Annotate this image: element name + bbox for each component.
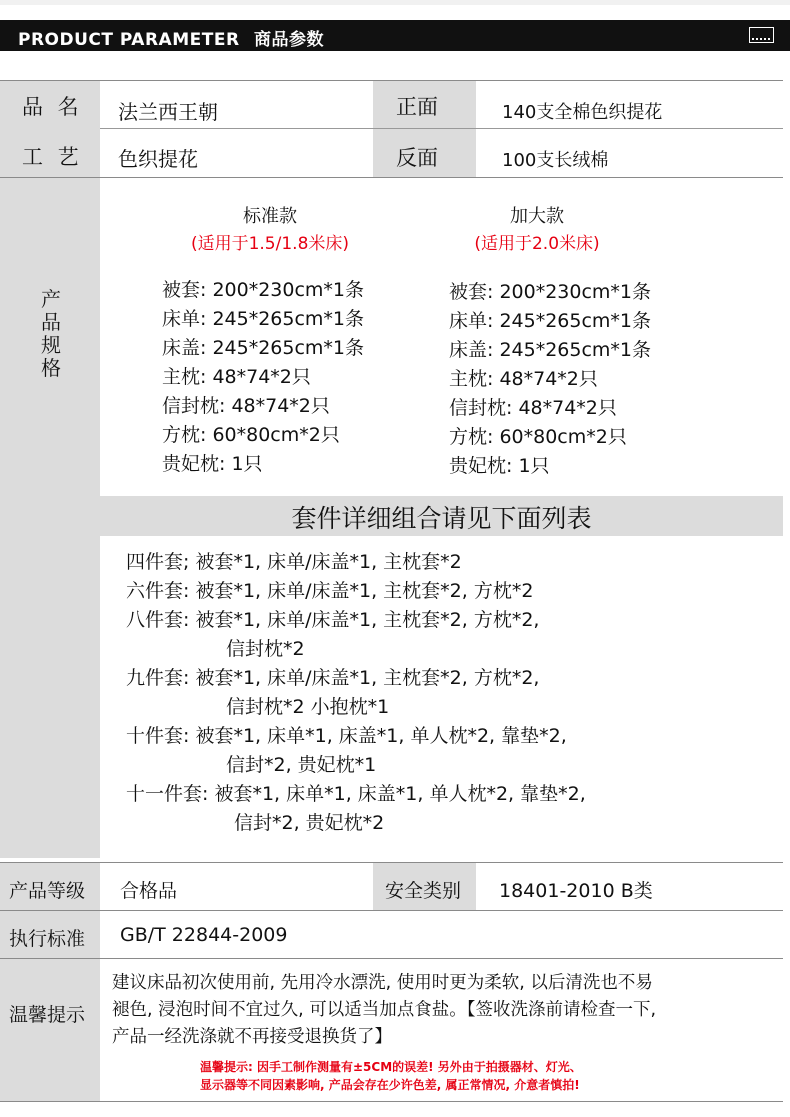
spec-item: 床盖: 245*265cm*1条 (162, 337, 365, 359)
header-title-cn: 商品参数 (253, 30, 324, 50)
spec-item: 主枕: 48*74*2只 (162, 366, 311, 388)
standard-label: 执行标准 (9, 928, 86, 950)
divider (0, 177, 783, 178)
grade-label: 产品等级 (9, 880, 86, 902)
craft-label: 工 艺 (22, 145, 83, 169)
large-spec-list (449, 278, 651, 481)
combo-line: 四件套; 被套*1, 床单/床盖*1, 主枕套*2 (126, 551, 462, 573)
tips-line: 产品一经洗涤就不再接受退换货了】 (112, 1027, 392, 1047)
combo-line: 信封*2, 贵妃枕*2 (234, 812, 385, 834)
spec-item: 信封枕: 48*74*2只 (162, 395, 330, 417)
spec-item: 主枕: 48*74*2只 (449, 368, 598, 390)
header-banner (0, 20, 790, 51)
safety-value: 18401-2010 B类 (499, 880, 653, 902)
spec-item: 床单: 245*265cm*1条 (449, 310, 652, 332)
large-note: (适用于2.0米床) (474, 234, 600, 254)
spec-item: 床盖: 245*265cm*1条 (449, 339, 652, 361)
standard-title: 标准款 (243, 206, 297, 227)
label-column (0, 178, 100, 858)
combo-list (126, 548, 586, 838)
tips-red-note (200, 1058, 582, 1094)
header-title-en: PRODUCT PARAMETER (18, 30, 240, 50)
back-value: 100支长绒棉 (502, 150, 609, 171)
combo-line: 八件套: 被套*1, 床单/床盖*1, 主枕套*2, 方枕*2, (126, 609, 540, 631)
tips-red-line: 温馨提示: 因手工制作测量有±5CM的误差! 另外由于拍摄器材、灯光、 (200, 1060, 582, 1074)
standard-value: GB/T 22844-2009 (120, 924, 288, 946)
standard-spec-list (162, 276, 364, 479)
large-title: 加大款 (510, 206, 564, 227)
spec-item: 被套: 200*230cm*1条 (162, 279, 365, 301)
combo-line: 六件套: 被套*1, 床单/床盖*1, 主枕套*2, 方枕*2 (126, 580, 534, 602)
front-label: 正面 (396, 95, 438, 119)
divider (0, 910, 783, 911)
spec-item: 方枕: 60*80cm*2只 (162, 424, 340, 446)
spec-item: 床单: 245*265cm*1条 (162, 308, 365, 330)
grade-value: 合格品 (120, 880, 178, 902)
spec-item: 信封枕: 48*74*2只 (449, 397, 617, 419)
specs-label: 产品规格 (41, 287, 61, 380)
tips-line: 褪色, 浸泡时间不宜过久, 可以适当加点食盐。【签收洗涤前请检查一下, (112, 1000, 657, 1020)
spec-item: 贵妃枕: 1只 (449, 455, 550, 477)
standard-note: (适用于1.5/1.8米床) (190, 234, 350, 254)
tips-text (112, 970, 656, 1051)
craft-value: 色织提花 (118, 147, 198, 171)
label-column (0, 959, 100, 1101)
combo-line: 信封枕*2 小抱枕*1 (226, 696, 390, 718)
combo-line: 信封枕*2 (226, 638, 305, 660)
combo-line: 信封*2, 贵妃枕*1 (226, 754, 377, 776)
front-value: 140支全棉色织提花 (502, 102, 663, 123)
tips-label: 温馨提示 (9, 1004, 86, 1026)
spec-item: 被套: 200*230cm*1条 (449, 281, 652, 303)
spec-item: 方枕: 60*80cm*2只 (449, 426, 627, 448)
divider (100, 128, 783, 129)
film-icon (749, 27, 774, 43)
combo-line: 十件套: 被套*1, 床单*1, 床盖*1, 单人枕*2, 靠垫*2, (126, 725, 567, 747)
tips-line: 建议床品初次使用前, 先用冷水漂洗, 使用时更为柔软, 以后清洗也不易 (112, 973, 653, 993)
divider (0, 1101, 783, 1102)
combo-title: 套件详细组合请见下面列表 (291, 504, 592, 533)
divider (0, 958, 783, 959)
top-strip (0, 0, 790, 5)
name-value: 法兰西王朝 (118, 100, 218, 124)
combo-line: 九件套: 被套*1, 床单/床盖*1, 主枕套*2, 方枕*2, (126, 667, 540, 689)
header-title (18, 25, 324, 50)
spec-item: 贵妃枕: 1只 (162, 453, 263, 475)
combo-line: 十一件套: 被套*1, 床单*1, 床盖*1, 单人枕*2, 靠垫*2, (126, 783, 586, 805)
back-label: 反面 (396, 146, 438, 170)
name-label: 品 名 (22, 95, 83, 119)
safety-label: 安全类别 (385, 880, 462, 902)
tips-red-line: 显示器等不同因素影响, 产品会存在少许色差, 属正常情况, 介意者慎拍! (200, 1078, 580, 1092)
